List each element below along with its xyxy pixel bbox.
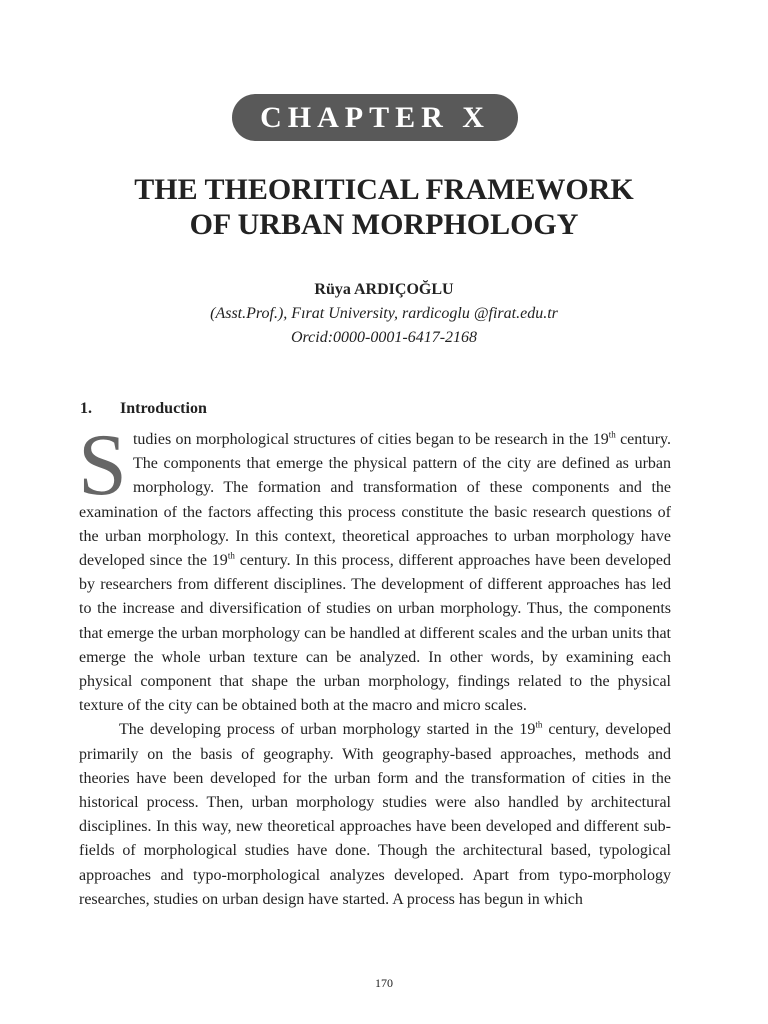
author-details (0, 302, 768, 350)
paragraph-1 (78, 417, 672, 718)
section-title: Introduction (120, 400, 207, 417)
paragraph-2-text-b: century, developed primarily on the basis of geography. With geography-based approaches, methods and theories have been developed for the urban form and the transformation of cities in the historical process. Then, urban morphology studies were also handled by architectural disciplines. In this way, new theoretical approaches have been developed and different sub-fields of morphological studies have done. Though the architectural based, typological approaches and typo-morphological analyzes developed. Apart from typo-morphology researches, studies on urban design have started. A process has begun in which (79, 721, 671, 908)
paragraph-1-text-a: tudies on morphological structures of cities began to be research in the 19 (132, 431, 609, 448)
paragraph-2 (79, 718, 671, 912)
chapter-label: CHAPTER X (260, 100, 490, 134)
superscript: th (535, 720, 543, 731)
drop-cap: S (78, 417, 127, 514)
body-text (78, 417, 672, 912)
paragraph-1-text-b: century. The components that emerge the physical pattern of the city are defined as urban morphology. The formation and transformation of these components and the examination of the factors affecting this process constitute the basic research questions of the urban morphology. In this context, theoretical approaches to urban morphology have developed since the 19 (79, 431, 672, 570)
superscript: th (227, 550, 235, 561)
page-number: 170 (375, 976, 393, 990)
paragraph-2-text-a: The developing process of urban morphology started in the 19 (119, 721, 536, 739)
author-orcid: Orcid:0000-0001-6417-2168 (290, 329, 478, 346)
chapter-badge (232, 94, 518, 141)
superscript: th (608, 429, 616, 440)
section-number: 1. (80, 400, 92, 417)
paragraph-1-text-c: century. In this process, different approaches have been developed by researchers from different disciplines. The development of different approaches has led to the increase and diversification of studies on urban morphology. Thus, the components that emerge the urban morphology can be handled at different scales and the urban units that emerge the whole urban texture can be analyzed. In other words, by examining each physical component that shape the urban morphology, findings related to the physical texture of the city can be obtained both at the macro and micro scales. (79, 552, 672, 715)
chapter-title-line-1: THE THEORITICAL FRAMEWORK (134, 173, 634, 206)
author-affiliation: (Asst.Prof.), Fırat University, rardicoglu @firat.edu.tr (210, 305, 558, 322)
chapter-title (40, 172, 728, 242)
author-name: Rüya ARDIÇOĞLU (314, 281, 454, 298)
chapter-title-line-2: OF URBAN MORPHOLOGY (189, 208, 579, 241)
section-heading (80, 399, 207, 419)
